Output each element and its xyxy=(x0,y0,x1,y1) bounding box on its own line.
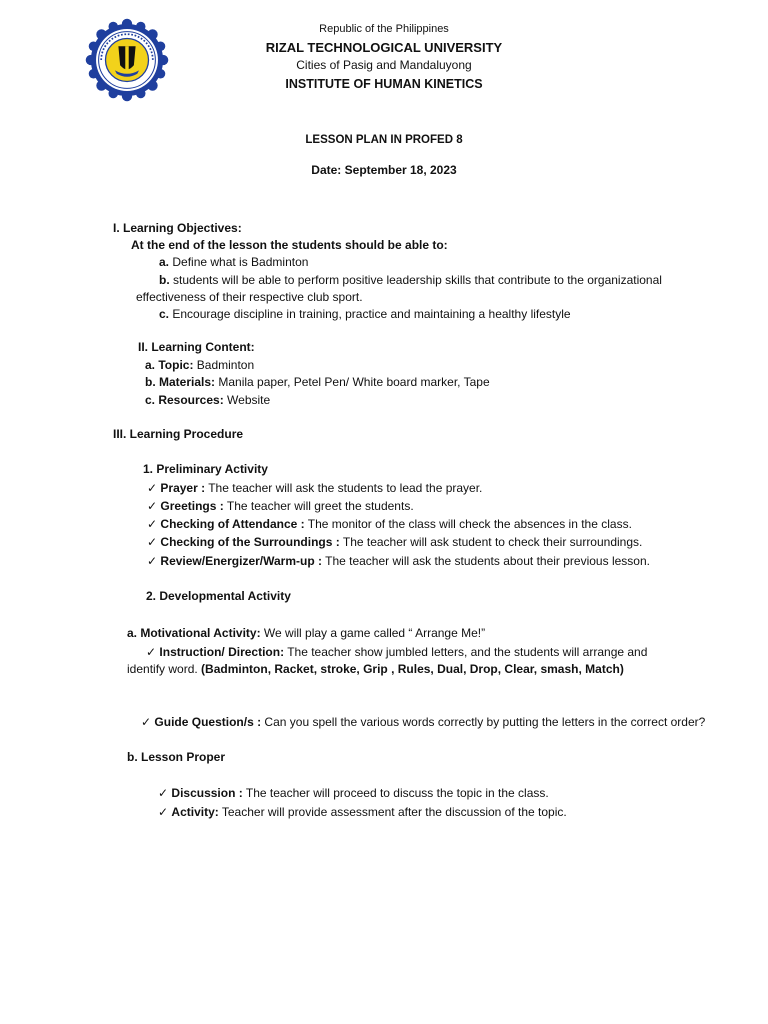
activity-text: Teacher will provide assessment after the discussion of the topic. xyxy=(218,805,567,819)
guide-question xyxy=(141,715,705,729)
preliminary-item xyxy=(147,535,642,549)
check-icon: ✓ xyxy=(147,554,158,568)
item-label: Prayer : xyxy=(160,481,206,495)
content-text: Website xyxy=(223,393,271,407)
activity-item xyxy=(158,805,567,819)
preliminary-item xyxy=(147,554,650,568)
content-heading: II. Learning Content: xyxy=(138,340,255,354)
instruction-line-continued xyxy=(127,662,624,676)
discussion-label: Discussion : xyxy=(171,786,243,800)
check-icon: ✓ xyxy=(147,517,158,531)
content-item xyxy=(145,393,270,407)
check-icon: ✓ xyxy=(158,805,169,819)
check-icon: ✓ xyxy=(147,535,158,549)
lesson-proper-heading: b. Lesson Proper xyxy=(127,750,226,764)
check-icon: ✓ xyxy=(147,481,158,495)
content-item xyxy=(145,358,254,372)
instruction-label: Instruction/ Direction: xyxy=(159,645,285,659)
item-label: Review/Energizer/Warm-up : xyxy=(160,554,322,568)
procedure-heading: III. Learning Procedure xyxy=(113,427,244,441)
objective-text: students will be able to perform positive leadership skills that contribute to the organizational xyxy=(169,273,662,287)
item-text: The monitor of the class will check the absences in the class. xyxy=(304,517,632,531)
item-label: Greetings : xyxy=(160,499,224,513)
institute-name: INSTITUTE OF HUMAN KINETICS xyxy=(285,77,483,91)
content-label: b. Materials: xyxy=(145,375,216,389)
guide-label: Guide Question/s : xyxy=(154,715,262,729)
discussion-text: The teacher will proceed to discuss the topic in the class. xyxy=(242,786,549,800)
objective-item xyxy=(159,255,308,269)
objective-label: c. xyxy=(159,307,170,321)
objective-item xyxy=(159,273,662,287)
content-item xyxy=(145,375,490,389)
check-icon: ✓ xyxy=(141,715,152,729)
motivational-activity xyxy=(127,626,485,640)
item-label: Checking of the Surroundings : xyxy=(160,535,340,549)
check-icon: ✓ xyxy=(158,786,169,800)
objectives-heading: I. Learning Objectives: xyxy=(113,221,242,235)
objective-text: Encourage discipline in training, practice and maintaining a healthy lifestyle xyxy=(169,307,571,321)
item-text: The teacher will greet the students. xyxy=(223,499,414,513)
instruction-line xyxy=(146,645,647,659)
cities-line: Cities of Pasig and Mandaluyong xyxy=(296,58,472,72)
preliminary-item xyxy=(147,517,632,531)
preliminary-heading: 1. Preliminary Activity xyxy=(143,462,268,476)
jumbled-words: (Badminton, Racket, stroke, Grip , Rules, Dual, Drop, Clear, smash, Match) xyxy=(201,662,624,676)
university-name: RIZAL TECHNOLOGICAL UNIVERSITY xyxy=(265,40,503,55)
objective-label: a. xyxy=(159,255,170,269)
item-text: The teacher will ask the students to lead the prayer. xyxy=(205,481,483,495)
content-label: c. Resources: xyxy=(145,393,224,407)
discussion-item xyxy=(158,786,549,800)
motivational-label: a. Motivational Activity: xyxy=(127,626,261,640)
instruction-cont: identify word. xyxy=(127,662,202,676)
content-label: a. Topic: xyxy=(145,358,194,372)
objectives-intro: At the end of the lesson the students should be able to: xyxy=(131,238,448,252)
content-text: Badminton xyxy=(193,358,255,372)
check-icon: ✓ xyxy=(146,645,157,659)
objective-label: b. xyxy=(159,273,170,287)
objective-text-continued: effectiveness of their respective club sport. xyxy=(136,290,363,304)
lesson-plan-title: LESSON PLAN IN PROFED 8 xyxy=(305,134,463,146)
activity-label: Activity: xyxy=(171,805,219,819)
objective-item xyxy=(159,307,571,321)
republic-line: Republic of the Philippines xyxy=(319,23,449,35)
guide-text: Can you spell the various words correctly by putting the letters in the correct order? xyxy=(261,715,706,729)
check-icon: ✓ xyxy=(147,499,158,513)
item-text: The teacher will ask the students about their previous lesson. xyxy=(322,554,650,568)
content-text: Manila paper, Petel Pen/ White board marker, Tape xyxy=(215,375,490,389)
preliminary-item xyxy=(147,481,482,495)
item-text: The teacher will ask student to check their surroundings. xyxy=(339,535,643,549)
objective-text: Define what is Badminton xyxy=(169,255,309,269)
lesson-date: Date: September 18, 2023 xyxy=(311,163,457,177)
instruction-text: The teacher show jumbled letters, and the students will arrange and xyxy=(284,645,648,659)
item-label: Checking of Attendance : xyxy=(160,517,305,531)
motivational-text: We will play a game called “ Arrange Me!” xyxy=(260,626,486,640)
preliminary-item xyxy=(147,499,414,513)
developmental-heading: 2. Developmental Activity xyxy=(146,589,291,603)
